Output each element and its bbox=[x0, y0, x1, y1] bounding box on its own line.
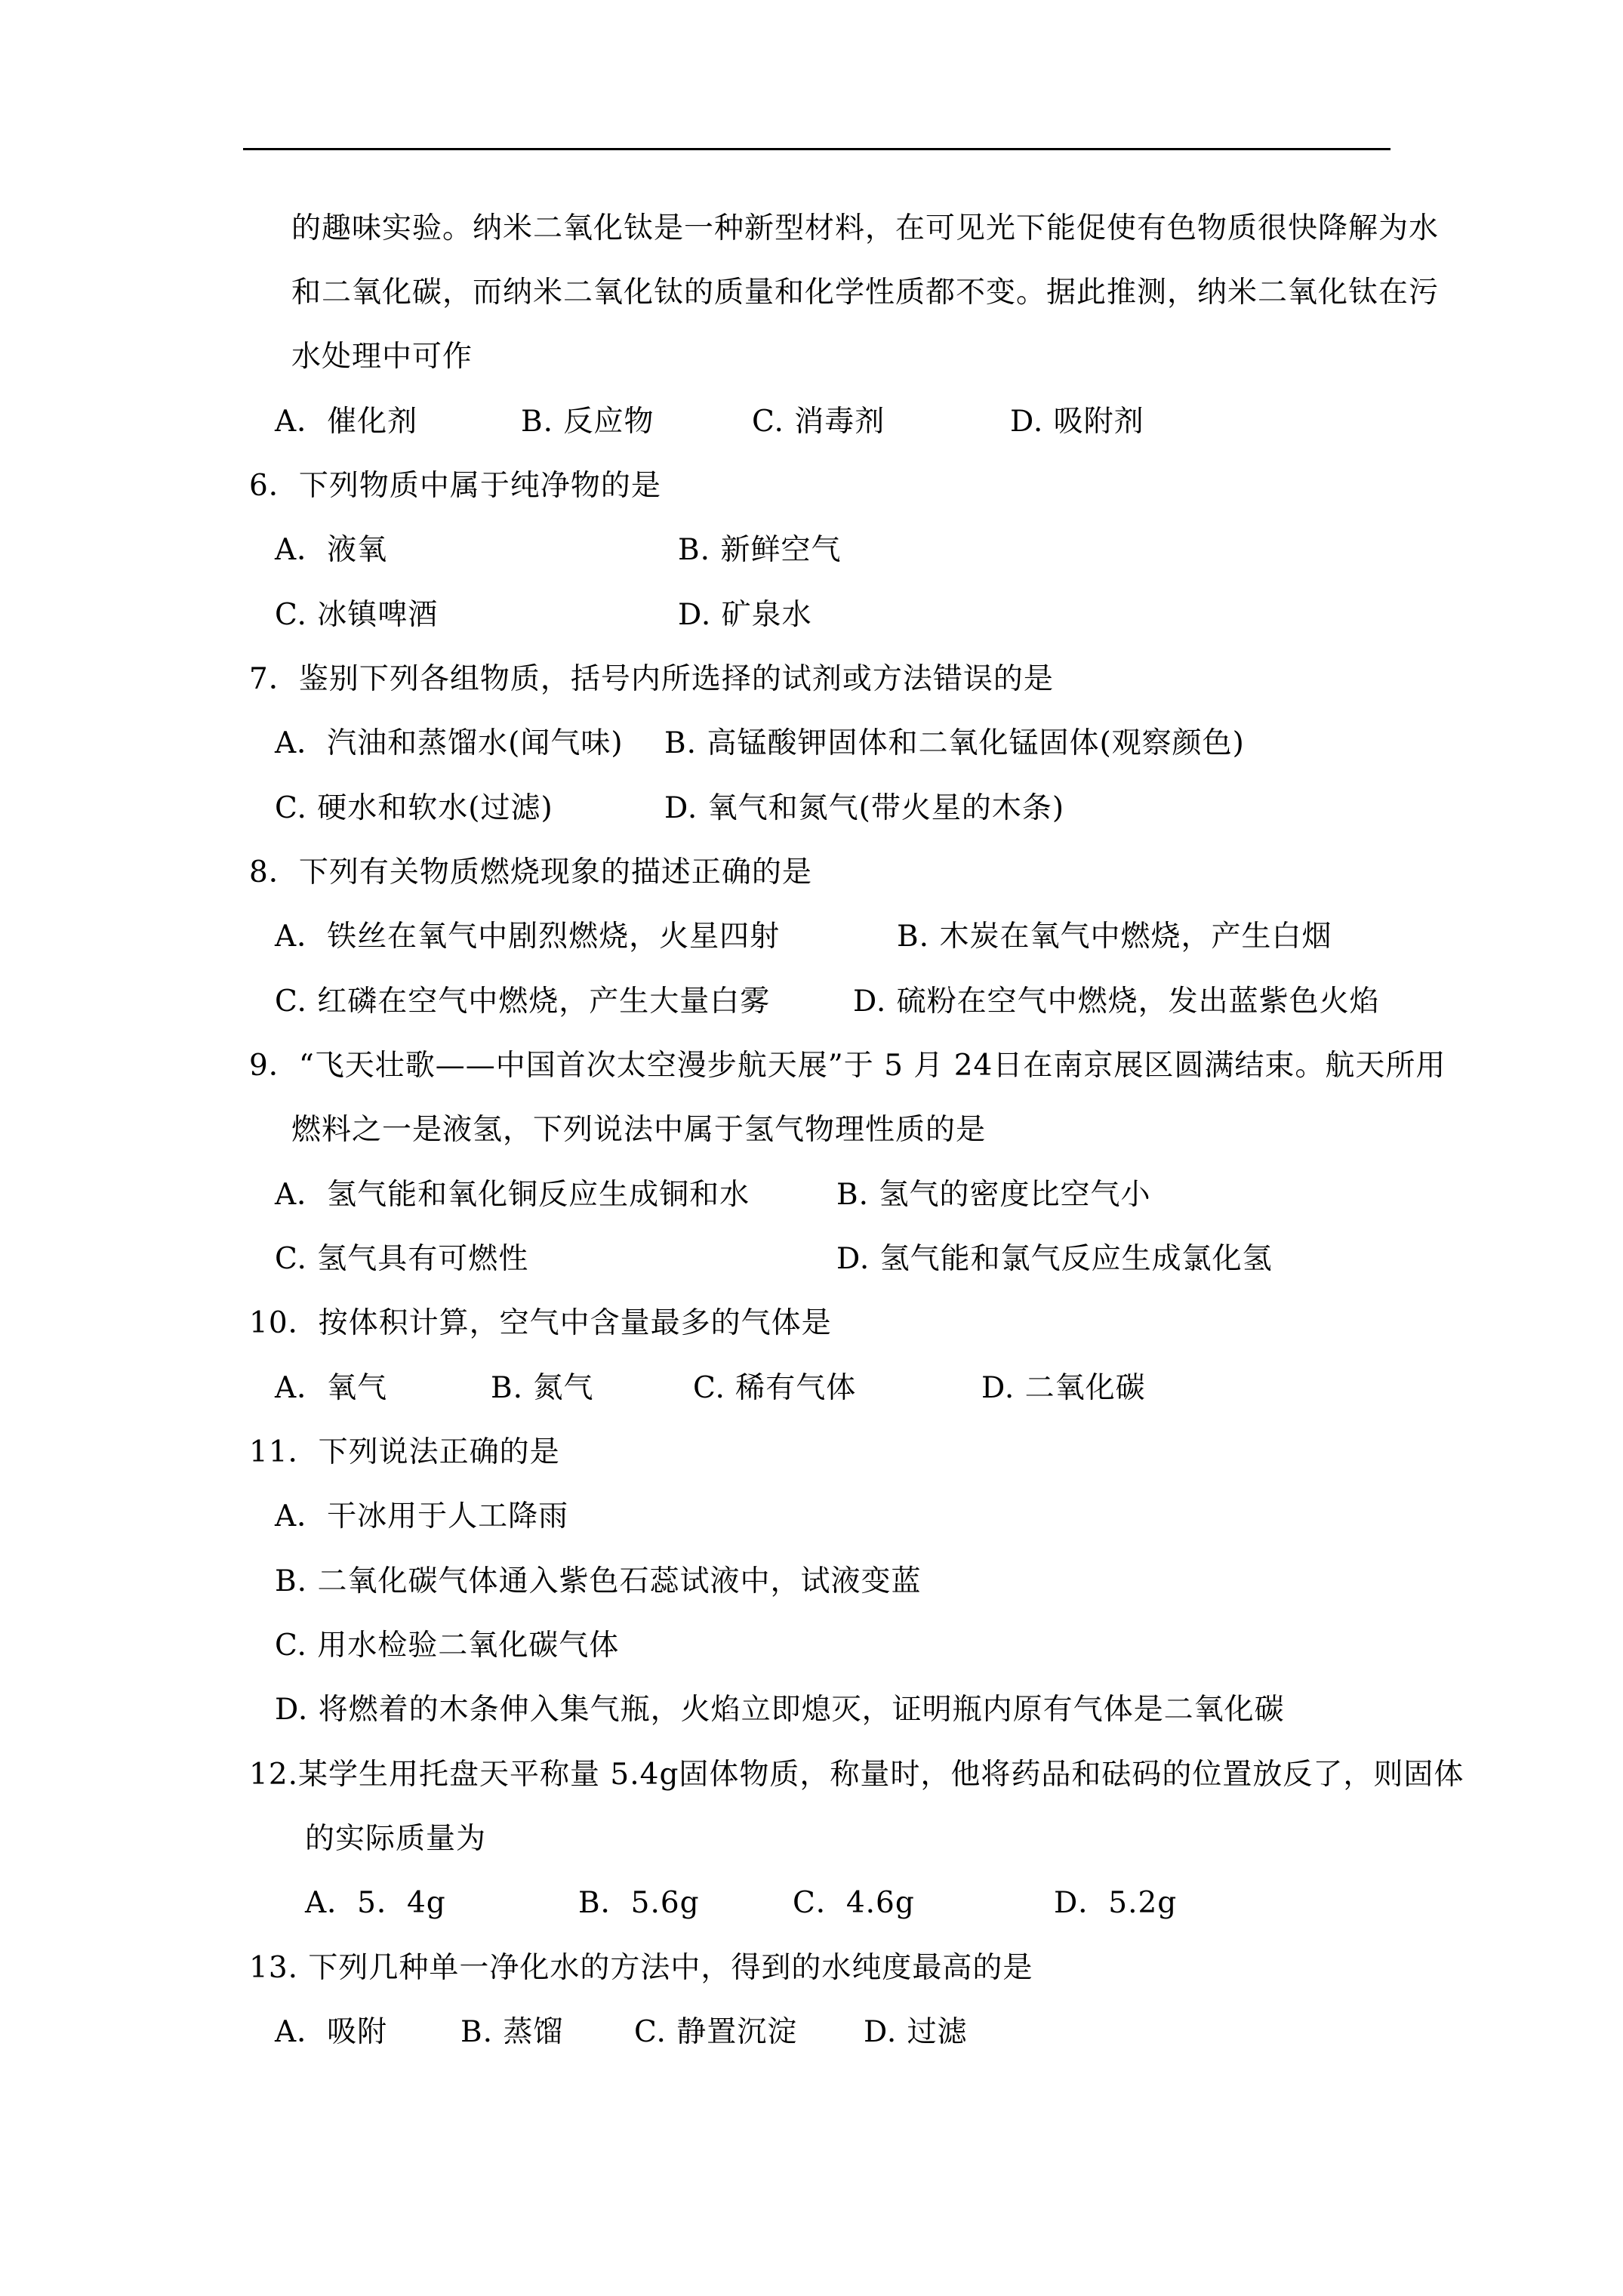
q8-option-b[interactable]: B. 木炭在氧气中燃烧，产生白烟 bbox=[897, 920, 1332, 954]
q6-stem: 6．下列物质中属于纯净物的是 bbox=[249, 469, 661, 503]
q9-option-a[interactable]: A．氢气能和氧化铜反应生成铜和水 bbox=[275, 1178, 750, 1212]
q13-stem: 13. 下列几种单一净化水的方法中，得到的水纯度最高的是 bbox=[249, 1951, 1033, 1985]
q6-option-d[interactable]: D. 矿泉水 bbox=[678, 598, 812, 632]
q5-option-b[interactable]: B. 反应物 bbox=[521, 405, 654, 439]
q12-stem-line-2: 的实际质量为 bbox=[305, 1822, 487, 1856]
q8-stem: 8．下列有关物质燃烧现象的描述正确的是 bbox=[249, 855, 812, 889]
q13-option-c[interactable]: C. 静置沉淀 bbox=[634, 2015, 798, 2049]
q7-option-b[interactable]: B. 高锰酸钾固体和二氧化锰固体(观察颜色) bbox=[664, 726, 1245, 760]
q8-option-d[interactable]: D. 硫粉在空气中燃烧，发出蓝紫色火焰 bbox=[853, 985, 1380, 1019]
q12-option-c[interactable]: C．4.6g bbox=[793, 1886, 915, 1920]
q9-stem-line-2: 燃料之一是液氢，下列说法中属于氢气物理性质的是 bbox=[291, 1113, 987, 1147]
q11-stem: 11．下列说法正确的是 bbox=[249, 1435, 560, 1469]
q5-option-a[interactable]: A．催化剂 bbox=[275, 405, 418, 439]
q12-option-b[interactable]: B．5.6g bbox=[578, 1886, 700, 1920]
q9-option-b[interactable]: B. 氢气的密度比空气小 bbox=[836, 1178, 1151, 1212]
q11-option-a[interactable]: A．干冰用于人工降雨 bbox=[275, 1499, 569, 1533]
q10-option-c[interactable]: C. 稀有气体 bbox=[693, 1371, 857, 1405]
q6-option-a[interactable]: A．液氧 bbox=[275, 533, 388, 567]
q9-stem: 9．“飞天壮歌——中国首次太空漫步航天展”于 5 月 24日在南京展区圆满结束。航天所用 bbox=[249, 1049, 1446, 1083]
q7-option-a[interactable]: A．汽油和蒸馏水(闻气味) bbox=[275, 726, 624, 760]
q9-option-d[interactable]: D. 氢气能和氯气反应生成氯化氢 bbox=[836, 1242, 1273, 1276]
header-rule bbox=[243, 148, 1390, 150]
q11-option-c[interactable]: C. 用水检验二氧化碳气体 bbox=[275, 1629, 620, 1663]
q12-option-d[interactable]: D．5.2g bbox=[1054, 1886, 1178, 1920]
q6-option-b[interactable]: B. 新鲜空气 bbox=[678, 533, 842, 567]
q13-option-b[interactable]: B. 蒸馏 bbox=[460, 2015, 564, 2049]
q6-option-c[interactable]: C. 冰镇啤酒 bbox=[275, 598, 439, 632]
q10-option-b[interactable]: B. 氮气 bbox=[491, 1371, 594, 1405]
q13-option-d[interactable]: D. 过滤 bbox=[864, 2015, 968, 2049]
q8-option-a[interactable]: A．铁丝在氧气中剧烈燃烧，火星四射 bbox=[275, 920, 781, 954]
q5-cont-line-3: 水处理中可作 bbox=[291, 340, 473, 374]
q5-cont-line-2: 和二氧化碳，而纳米二氧化钛的质量和化学性质都不变。据此推测，纳米二氧化钛在污 bbox=[291, 276, 1440, 310]
q7-option-d[interactable]: D. 氧气和氮气(带火星的木条) bbox=[664, 791, 1065, 825]
q13-option-a[interactable]: A．吸附 bbox=[275, 2015, 388, 2049]
q5-option-c[interactable]: C. 消毒剂 bbox=[752, 405, 885, 439]
q12-option-a[interactable]: A．5．4g bbox=[305, 1886, 446, 1920]
q7-stem: 7．鉴别下列各组物质，括号内所选择的试剂或方法错误的是 bbox=[249, 662, 1054, 696]
q11-option-d[interactable]: D. 将燃着的木条伸入集气瓶，火焰立即熄灭，证明瓶内原有气体是二氧化碳 bbox=[275, 1693, 1285, 1727]
q10-stem: 10．按体积计算，空气中含量最多的气体是 bbox=[249, 1306, 832, 1340]
q10-option-d[interactable]: D. 二氧化碳 bbox=[981, 1371, 1146, 1405]
q12-stem: 12.某学生用托盘天平称量 5.4g固体物质，称量时，他将药品和砝码的位置放反了，则固体 bbox=[249, 1758, 1464, 1792]
q9-option-c[interactable]: C. 氢气具有可燃性 bbox=[275, 1242, 529, 1276]
q5-cont-line-1: 的趣味实验。纳米二氧化钛是一种新型材料，在可见光下能促使有色物质很快降解为水 bbox=[291, 211, 1440, 245]
q8-option-c[interactable]: C. 红磷在空气中燃烧，产生大量白雾 bbox=[275, 985, 771, 1019]
q10-option-a[interactable]: A．氧气 bbox=[275, 1371, 388, 1405]
q7-option-c[interactable]: C. 硬水和软水(过滤) bbox=[275, 791, 553, 825]
q5-option-d[interactable]: D. 吸附剂 bbox=[1010, 405, 1144, 439]
q11-option-b[interactable]: B. 二氧化碳气体通入紫色石蕊试液中，试液变蓝 bbox=[275, 1564, 922, 1598]
